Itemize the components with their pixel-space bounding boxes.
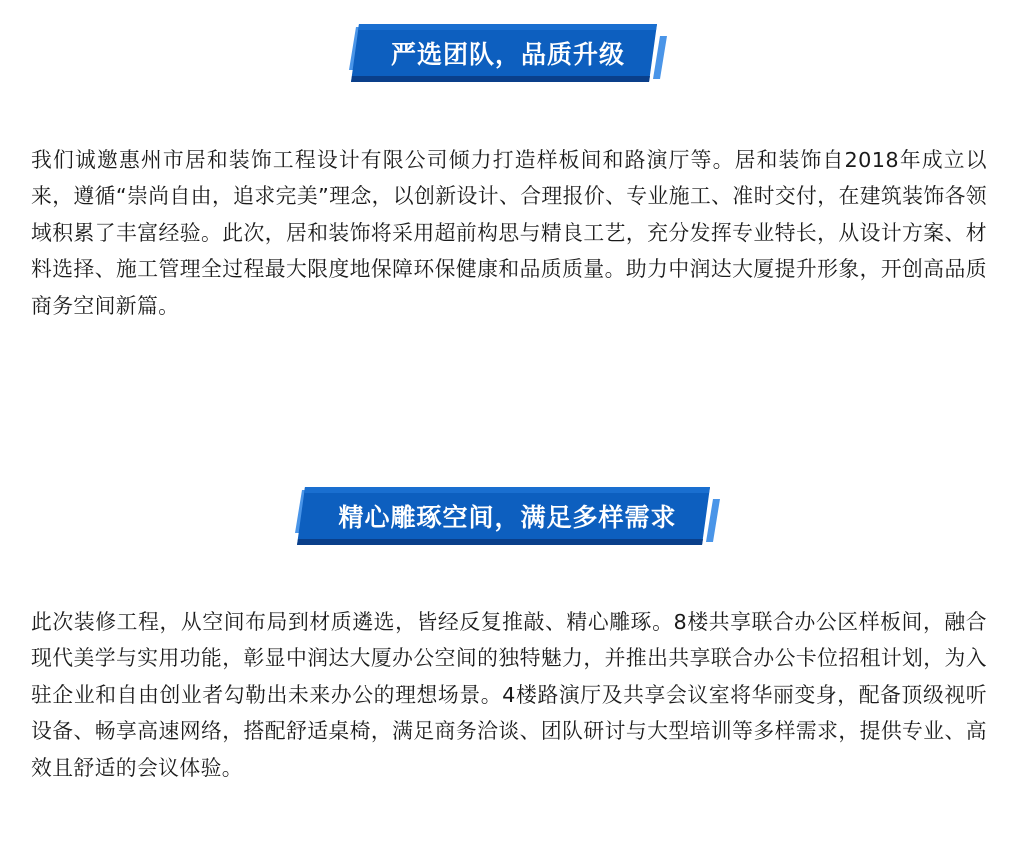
section-heading-banner [295,487,720,545]
section-heading-banner [349,24,667,82]
section-paragraph: 此次装修工程，从空间布局到材质遴选，皆经反复推敲、精心雕琢。8楼共享联合办公区样板间，融合现代美学与实用功能，彰显中润达大厦办公空间的独特魅力，并推出共享联合办公卡位招租计划，为入驻企业和自由创业者勾勒出未来办公的理想场景。4楼路演厅及共享会议室将华丽变身，配备顶级视听设备、畅享高速网络，搭配舒适桌椅，满足商务洽谈、团队研讨与大型培训等多样需求，提供专业、高效且舒适的会议体验。 [31,610,987,780]
section-paragraph: 我们诚邀惠州市居和装饰工程设计有限公司倾力打造样板间和路演厅等。居和装饰自2018年成立以来，遵循“崇尚自由，追求完美”理念，以创新设计、合理报价、专业施工、准时交付，在建筑装饰各领域积累了丰富经验。此次，居和装饰将采用超前构思与精良工艺，充分发挥专业特长，从设计方案、材料选择、施工管理全过程最大限度地保障环保健康和品质质量。助力中润达大厦提升形象，开创高品质商务空间新篇。 [31,148,987,318]
section-heading: 严选团队，品质升级 [390,40,625,69]
section-heading: 精心雕琢空间，满足多样需求 [338,503,677,532]
